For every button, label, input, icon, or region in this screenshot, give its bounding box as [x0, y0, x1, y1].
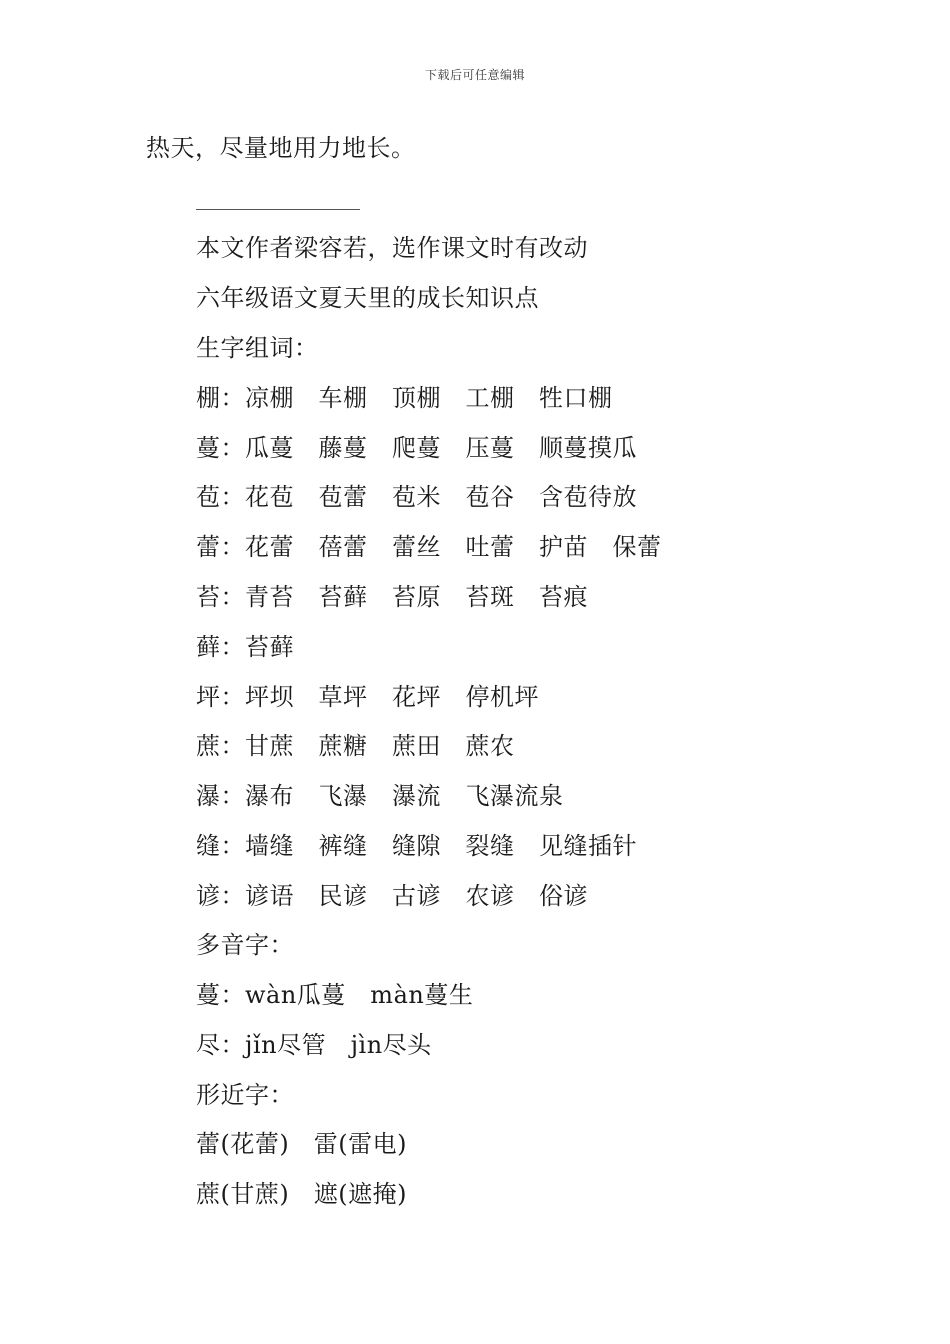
text-line: 尽：jǐn尽管 jìn尽头	[196, 1031, 432, 1059]
footnote-divider	[196, 209, 360, 210]
text-line: 蕾：花蕾 蓓蕾 蕾丝 吐蕾 护苗 保蕾	[196, 533, 662, 561]
text-line: 本文作者梁容若，选作课文时有改动	[196, 234, 588, 262]
text-line: 棚：凉棚 车棚 顶棚 工棚 牲口棚	[196, 384, 613, 412]
text-line: 谚：谚语 民谚 古谚 农谚 俗谚	[196, 882, 588, 910]
text-line: 多音字：	[196, 931, 294, 959]
text-line: 生字组词：	[196, 334, 319, 362]
text-line: 蔗(甘蔗) 遮(遮掩)	[196, 1180, 407, 1208]
continued-paragraph: 热天，尽量地用力地长。	[146, 134, 416, 162]
text-line: 蕾(花蕾) 雷(雷电)	[196, 1130, 407, 1158]
text-line: 蔓：瓜蔓 藤蔓 爬蔓 压蔓 顺蔓摸瓜	[196, 434, 637, 462]
text-line: 形近字：	[196, 1081, 294, 1109]
text-line: 蔓：wàn瓜蔓 màn蔓生	[196, 981, 474, 1009]
text-line: 蔗：甘蔗 蔗糖 蔗田 蔗农	[196, 732, 515, 760]
text-line: 苔：青苔 苔藓 苔原 苔斑 苔痕	[196, 583, 588, 611]
page-header: 下载后可任意编辑	[424, 68, 525, 82]
text-line: 苞：花苞 苞蕾 苞米 苞谷 含苞待放	[196, 483, 637, 511]
text-line: 六年级语文夏天里的成长知识点	[196, 284, 539, 312]
text-line: 缝：墙缝 裤缝 缝隙 裂缝 见缝插针	[196, 832, 637, 860]
text-line: 藓：苔藓	[196, 633, 294, 661]
text-line: 坪：坪坝 草坪 花坪 停机坪	[196, 683, 539, 711]
text-line: 瀑：瀑布 飞瀑 瀑流 飞瀑流泉	[196, 782, 564, 810]
